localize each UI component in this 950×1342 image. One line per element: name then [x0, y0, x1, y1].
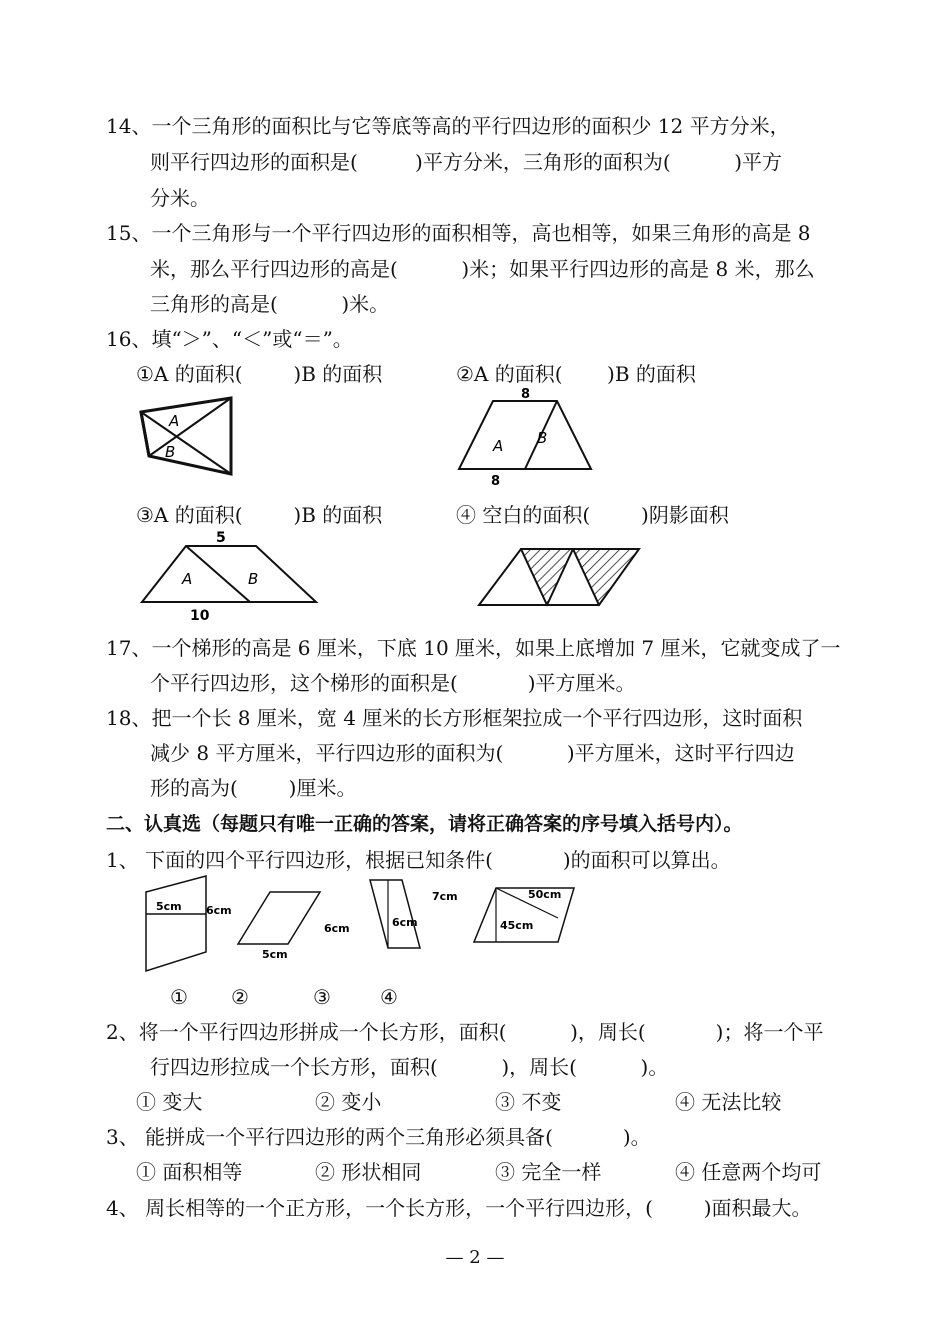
c2-option2: ② 变小	[315, 1090, 382, 1114]
q16-sub4: ④ 空白的面积( )阴影面积	[456, 503, 729, 527]
q15-line2: 米，那么平行四边形的高是( )米；如果平行四边形的高是 8 米，那么	[150, 257, 815, 281]
c1-fig3-label-a: 7cm	[432, 890, 458, 903]
c1-option3: ③	[313, 985, 331, 1009]
q16-line1: 16、填“＞”、“＜”或“＝”。	[106, 327, 353, 351]
c1-fig3-label-b: 6cm	[392, 916, 418, 929]
fig3-label-a: A	[182, 570, 193, 588]
fig2-label-b: B	[537, 429, 548, 447]
q14-line1: 14、一个三角形的面积比与它等底等高的平行四边形的面积少 12 平方分米，	[106, 114, 790, 138]
q18-line1: 18、把一个长 8 厘米，宽 4 厘米的长方形框架拉成一个平行四边形，这时面积	[106, 706, 803, 730]
c1-line1: 1、 下面的四个平行四边形，根据已知条件( )的面积可以算出。	[106, 848, 731, 872]
c2-option4: ④ 无法比较	[675, 1090, 782, 1114]
q16-sub3: ③A 的面积( )B 的面积	[136, 503, 383, 527]
c1-fig1-label-a: 5cm	[156, 900, 182, 913]
c3-option4: ④ 任意两个均可	[675, 1160, 822, 1184]
q16-sub1: ①A 的面积( )B 的面积	[136, 362, 383, 386]
c1-option4: ④	[380, 985, 398, 1009]
c3-option2: ② 形状相同	[315, 1160, 422, 1184]
q16-figure2	[455, 385, 595, 490]
fig2-label-bottom: 8	[491, 474, 501, 489]
fig3-label-bottom: 10	[190, 608, 210, 623]
page-number: — 2 —	[445, 1247, 505, 1268]
c1-fig1-label-b: 6cm	[206, 904, 232, 917]
fig1-label-b: B	[165, 443, 176, 461]
c1-option2: ②	[231, 985, 249, 1009]
c1-fig4-label-a: 50cm	[528, 888, 562, 901]
c2-option3: ③ 不变	[495, 1090, 562, 1114]
c2-line1: 2、将一个平行四边形拼成一个长方形，面积( )，周长( )；将一个平	[106, 1020, 824, 1044]
c1-fig2-label-b: 6cm	[324, 922, 350, 935]
q15-line3: 三角形的高是( )米。	[150, 292, 390, 316]
c1-fig4-label-b: 45cm	[500, 919, 534, 932]
c1-option1: ①	[170, 985, 188, 1009]
c1-figures	[138, 874, 588, 979]
fig3-label-b: B	[248, 570, 259, 588]
fig3-label-top: 5	[216, 530, 226, 546]
q16-sub2: ②A 的面积( )B 的面积	[456, 362, 696, 386]
c2-line2: 行四边形拉成一个长方形，面积( )，周长( )。	[150, 1055, 669, 1079]
c2-option1: ① 变大	[136, 1090, 203, 1114]
c3-option3: ③ 完全一样	[495, 1160, 602, 1184]
q18-line3: 形的高为( )厘米。	[150, 776, 357, 800]
c4-line1: 4、 周长相等的一个正方形，一个长方形，一个平行四边形，( )面积最大。	[106, 1196, 812, 1220]
q14-line3: 分米。	[150, 186, 210, 210]
q15-line1: 15、一个三角形与一个平行四边形的面积相等，高也相等，如果三角形的高是 8	[106, 221, 811, 245]
fig1-label-a: A	[169, 412, 180, 430]
q14-line2: 则平行四边形的面积是( )平方分米，三角形的面积为( )平方	[150, 150, 783, 174]
fig2-label-a: A	[493, 437, 504, 455]
q16-figure1	[135, 392, 245, 482]
c3-line1: 3、 能拼成一个平行四边形的两个三角形必须具备( )。	[106, 1125, 651, 1149]
fig2-label-top: 8	[521, 387, 531, 402]
q18-line2: 减少 8 平方厘米，平行四边形的面积为( )平方厘米，这时平行四边	[150, 741, 795, 765]
q16-figure3	[138, 528, 323, 623]
c1-fig2-label-a: 5cm	[262, 948, 288, 961]
section2-title: 二、认真选（每题只有唯一正确的答案，请将正确答案的序号填入括号内）。	[106, 813, 743, 835]
c3-option1: ① 面积相等	[136, 1160, 243, 1184]
q17-line1: 17、一个梯形的高是 6 厘米，下底 10 厘米，如果上底增加 7 厘米，它就变成了一	[106, 636, 841, 660]
q16-figure4	[475, 545, 645, 610]
q17-line2: 个平行四边形，这个梯形的面积是( )平方厘米。	[150, 671, 636, 695]
